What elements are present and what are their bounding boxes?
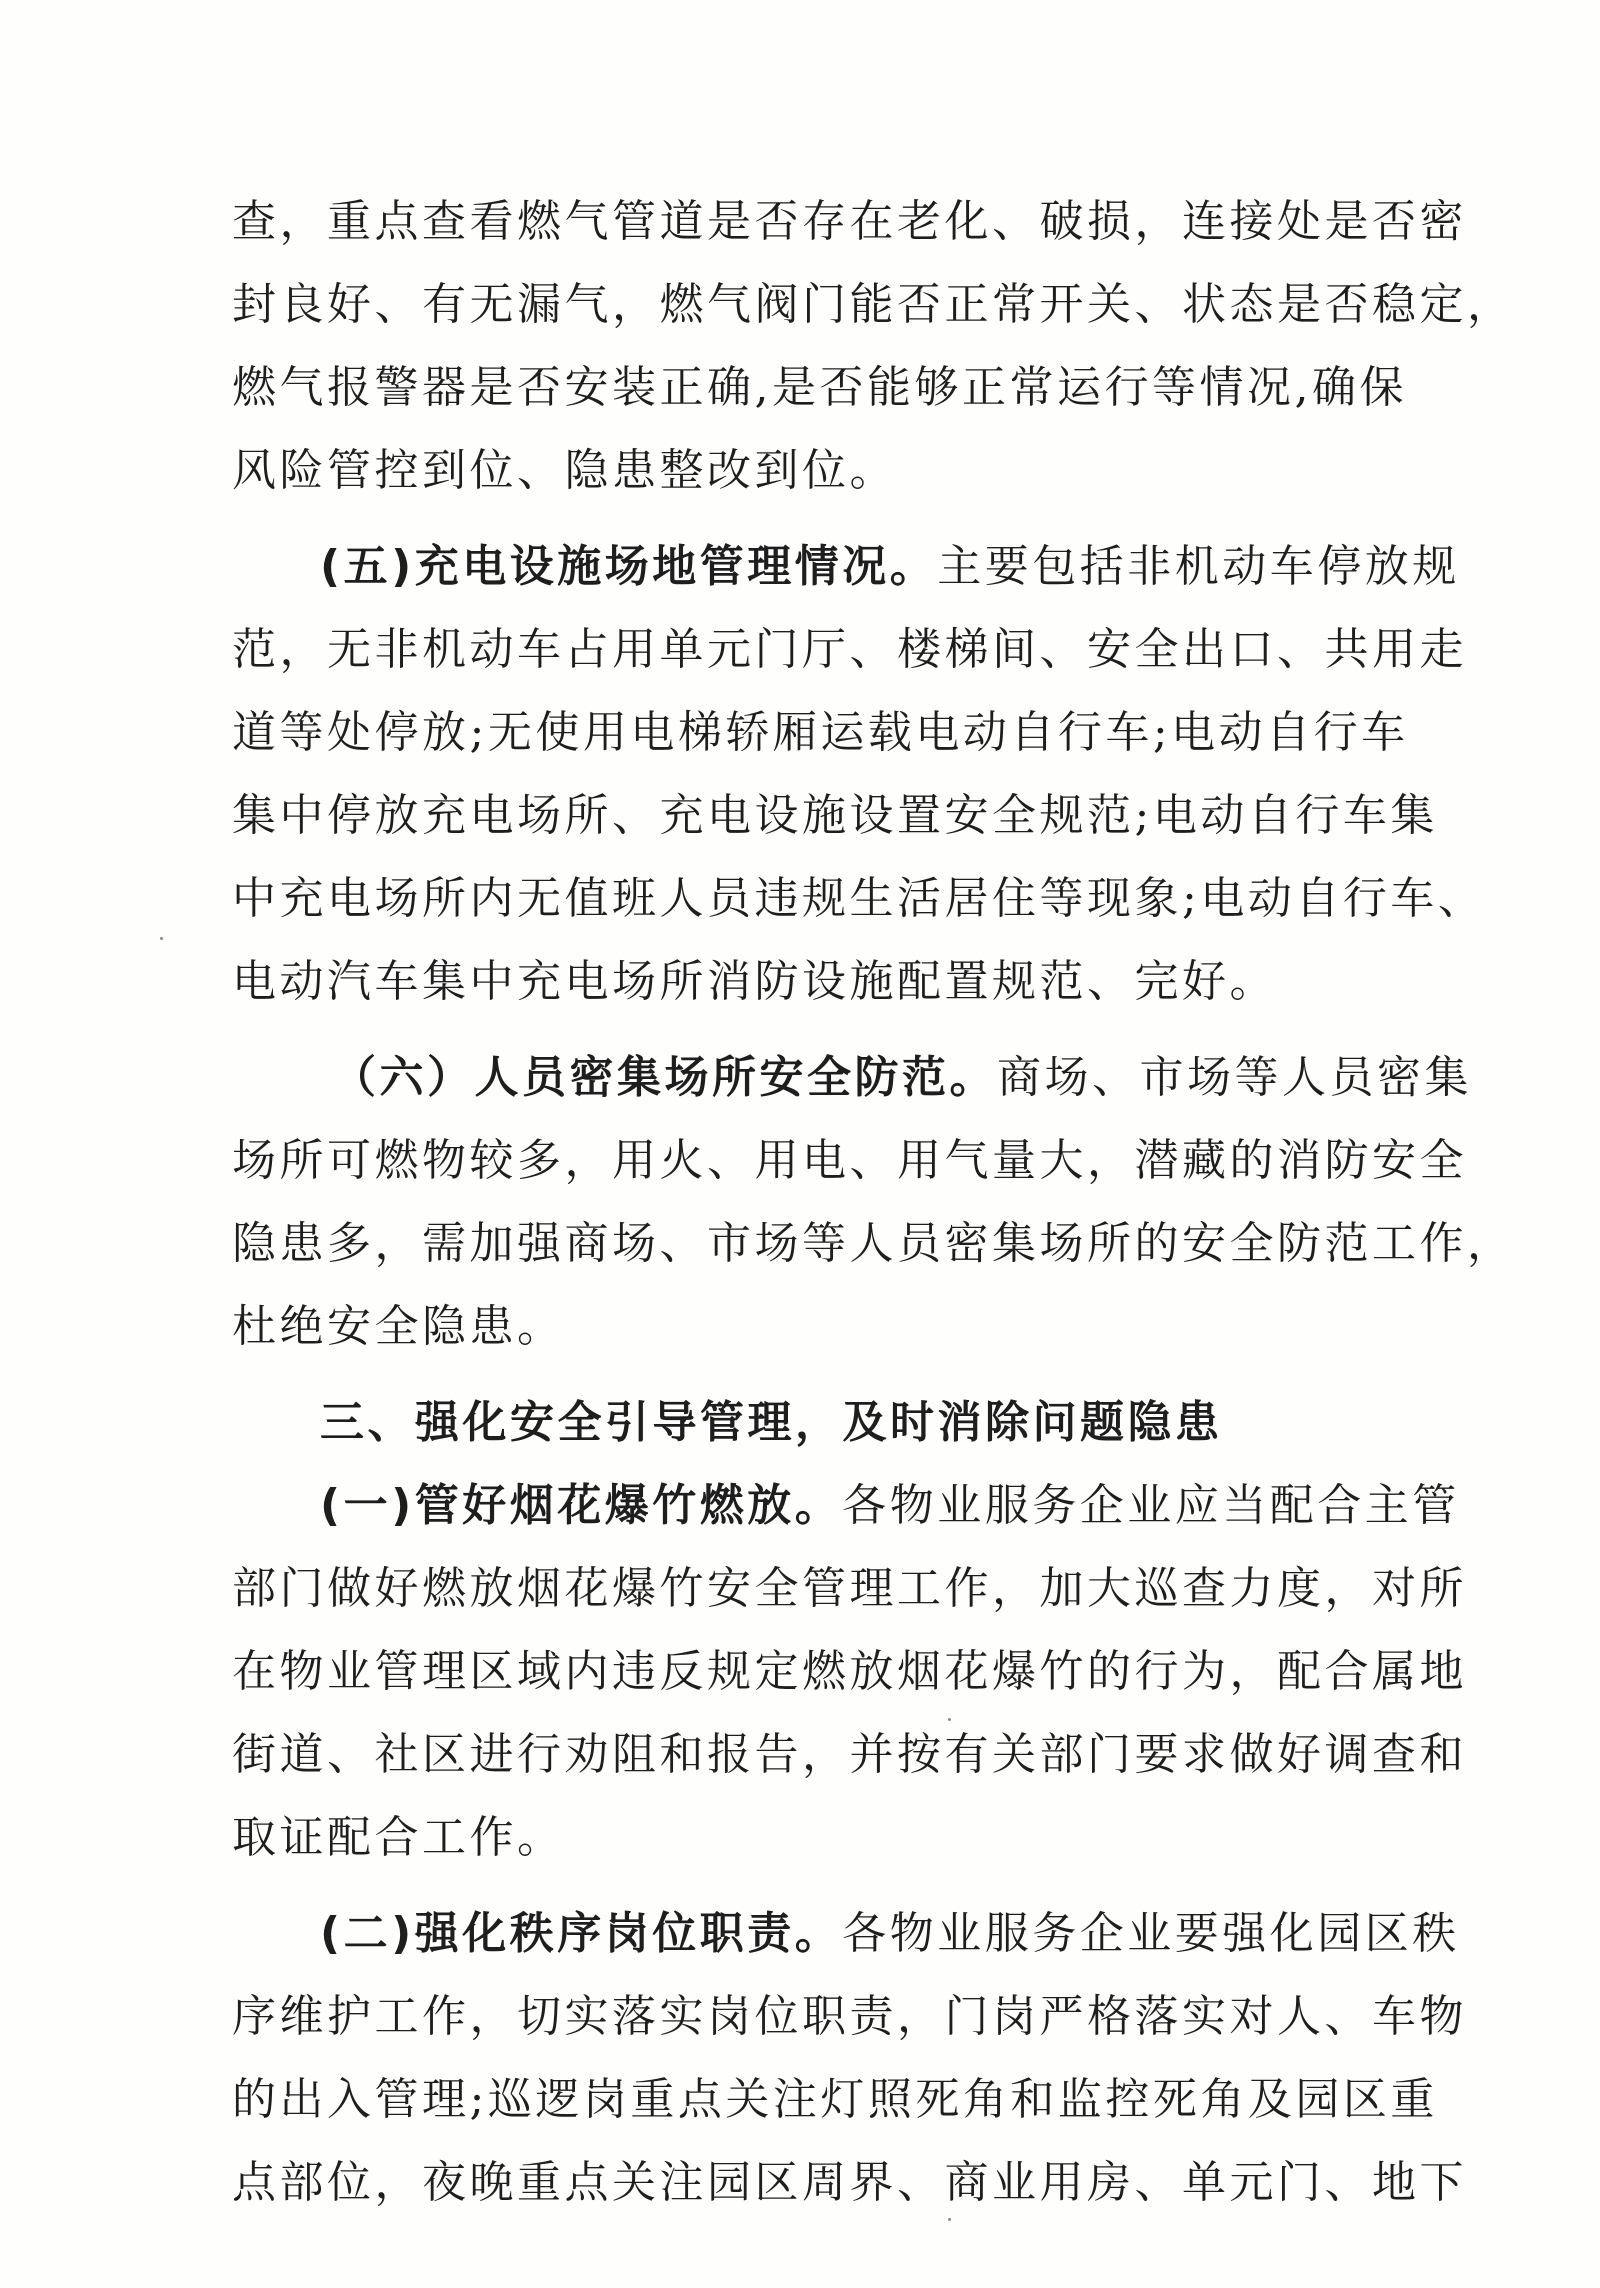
text-line: [232, 525, 1460, 608]
text-line: 取证配合工作。: [232, 1812, 565, 1863]
paragraph-order-posts: [232, 1892, 1467, 2224]
text-line: 部门做好燃放烟花爆竹安全管理工作，加大巡查力度，对所: [232, 1563, 1467, 1614]
text-line: 杜绝安全隐患。: [232, 1301, 565, 1352]
text-line: [232, 1892, 1460, 1975]
text-line: 风险管控到位、隐患整改到位。: [232, 445, 897, 496]
text-run: 各物业服务企业应当配合主管: [842, 1480, 1460, 1531]
text-line: 在物业管理区域内违反规定燃放烟花爆竹的行为，配合属地: [232, 1646, 1467, 1697]
text-line: 点部位，夜晚重点关注园区周界、商业用房、单元门、地下: [232, 2157, 1467, 2208]
text-line: 道等处停放;无使用电梯轿厢运载电动自行车;电动自行车: [232, 707, 1409, 758]
text-line: 场所可燃物较多，用火、用电、用气量大，潜藏的消防安全: [232, 1135, 1467, 1186]
text-line: 的出入管理;巡逻岗重点关注灯照死角和监控死角及园区重: [232, 2074, 1438, 2125]
text-line: 街道、社区进行劝阻和报告，并按有关部门要求做好调查和: [232, 1729, 1467, 1780]
text-line: [232, 1464, 1460, 1547]
text-run: 主要包括非机动车停放规: [937, 541, 1460, 592]
paragraph-fireworks: [232, 1464, 1467, 1879]
section-title: 三、强化安全引导管理，及时消除问题隐患: [320, 1397, 1223, 1448]
scan-speck: [160, 937, 163, 940]
subsection-heading: (二)强化秩序岗位职责。: [320, 1908, 843, 1959]
subsection-heading: (一)管好烟花爆竹燃放。: [320, 1480, 843, 1531]
text-line: 燃气报警器是否安装正确,是否能够正常运行等情况,确保: [232, 362, 1407, 413]
subsection-heading: （六）人员密集场所安全防范。: [332, 1052, 997, 1103]
scan-speck: [948, 1718, 951, 1721]
text-line: 隐患多，需加强商场、市场等人员密集场所的安全防范工作，: [232, 1218, 1515, 1269]
scan-speck: [948, 2218, 951, 2221]
text-run: 各物业服务企业要强化园区秩: [842, 1908, 1460, 1959]
subsection-heading: (五)充电设施场地管理情况。: [320, 541, 938, 592]
text-line: 中充电场所内无值班人员违规生活居住等现象;电动自行车、: [232, 873, 1486, 924]
text-line: 范，无非机动车占用单元门厅、楼梯间、安全出口、共用走: [232, 624, 1467, 675]
text-line: 封良好、有无漏气，燃气阀门能否正常开关、状态是否稳定，: [232, 279, 1515, 330]
paragraph-charging-facilities: [232, 525, 1486, 1023]
document-body: [232, 180, 1515, 2224]
text-line: 序维护工作，切实落实岗位职责，门岗严格落实对人、车物: [232, 1991, 1467, 2042]
text-line: [232, 1036, 1472, 1119]
text-line: 电动汽车集中充电场所消防设施配置规范、完好。: [232, 956, 1277, 1007]
text-line: 查，重点查看燃气管道是否存在老化、破损，连接处是否密: [232, 196, 1467, 247]
text-run: 商场、市场等人员密集: [997, 1052, 1472, 1103]
text-line: 集中停放充电场所、充电设施设置安全规范;电动自行车集: [232, 790, 1438, 841]
paragraph-gas-check: [232, 180, 1515, 512]
paragraph-crowded-places: [232, 1036, 1515, 1368]
